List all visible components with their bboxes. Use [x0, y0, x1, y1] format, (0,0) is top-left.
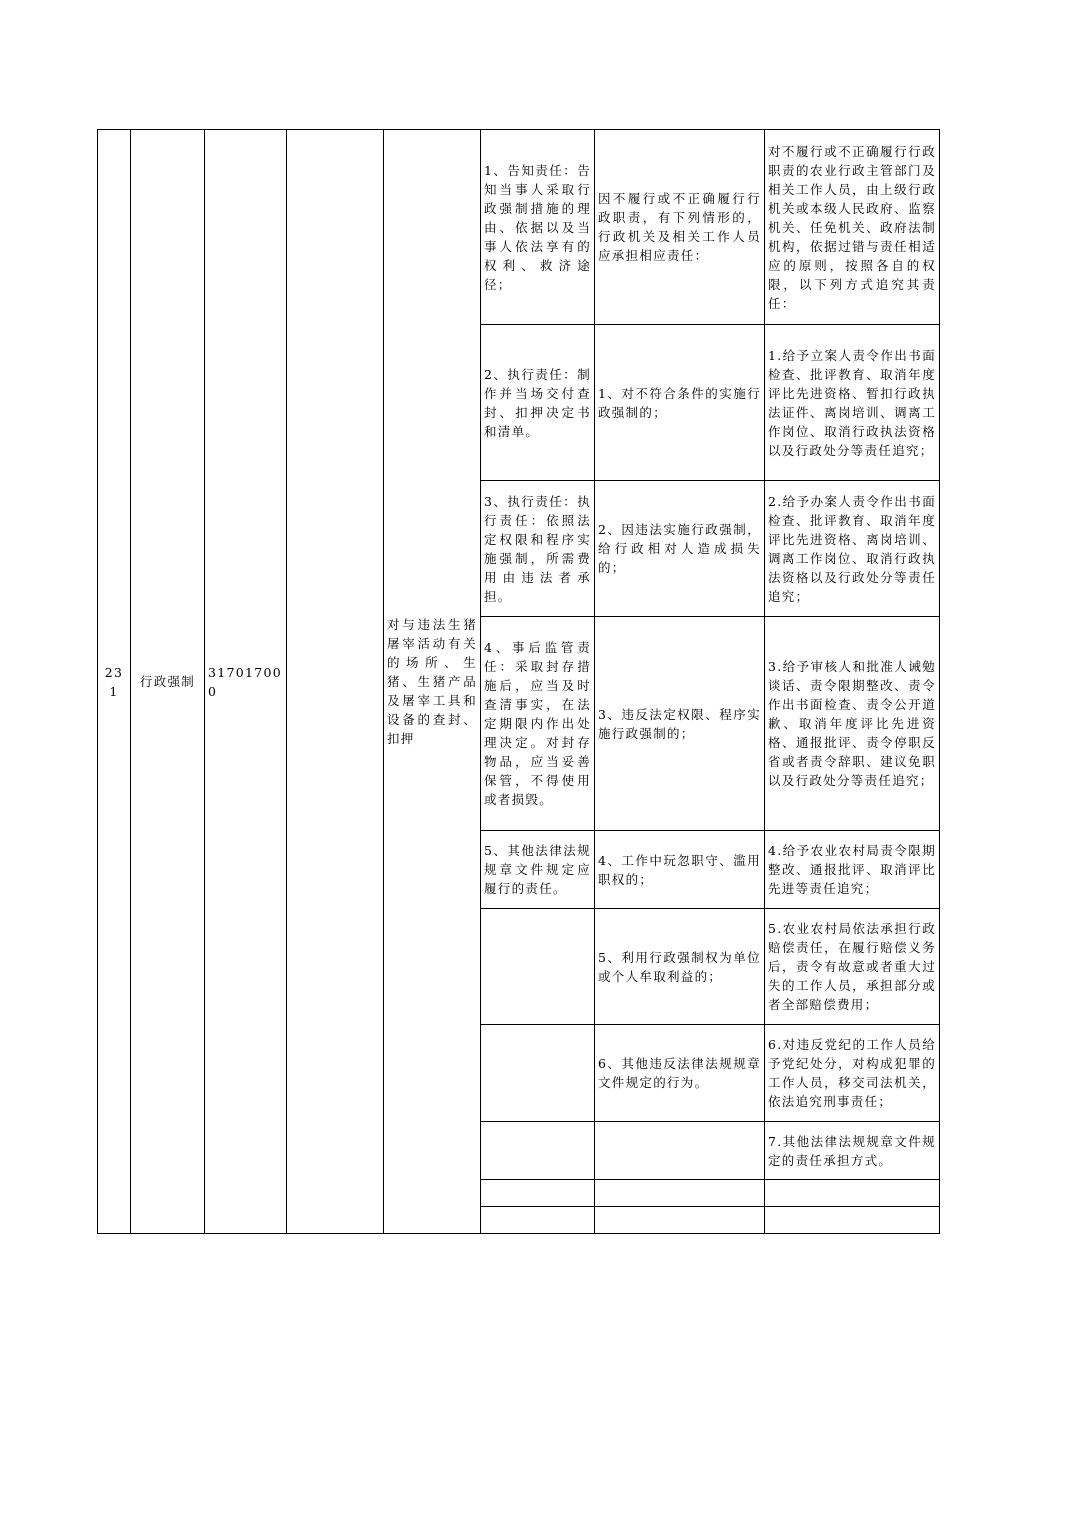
- category-cell: 行政强制: [131, 130, 205, 1234]
- duty-cell: [481, 1207, 595, 1234]
- duty-cell: [481, 1180, 595, 1207]
- situation-cell: 3、违反法定权限、程序实施行政强制的；: [595, 617, 765, 831]
- accountability-cell: 7.其他法律法规规章文件规定的责任承担方式。: [765, 1122, 940, 1180]
- situation-cell: 1、对不符合条件的实施行政强制的；: [595, 325, 765, 481]
- situation-cell: [595, 1122, 765, 1180]
- duty-cell: 1、告知责任：告知当事人采取行政强制措施的理由、依据以及当事人依法享有的权利、救济途径；: [481, 130, 595, 325]
- item-name-cell: 对与违法生猪屠宰活动有关的场所、生猪、生猪产品及屠宰工具和设备的查封、扣押: [384, 130, 481, 1234]
- accountability-cell: 1.给予立案人责令作出书面检查、批评教育、取消年度评比先进资格、暂扣行政执法证件、离岗培训、调离工作岗位、取消行政执法资格以及行政处分等责任追究；: [765, 325, 940, 481]
- situation-cell: 5、利用行政强制权为单位或个人牟取利益的；: [595, 909, 765, 1025]
- table-row: [98, 130, 940, 325]
- accountability-cell: 4.给予农业农村局责令限期整改、通报批评、取消评比先进等责任追究；: [765, 831, 940, 909]
- accountability-cell: 3.给予审核人和批准人诫勉谈话、责令限期整改、责令作出书面检查、责令公开道歉、取消年度评比先进资格、通报批评、责令停职反省或者责令辞职、建议免职以及行政处分等责任追究；: [765, 617, 940, 831]
- situation-cell: 2、因违法实施行政强制，给行政相对人造成损失的；: [595, 481, 765, 617]
- accountability-cell: 对不履行或不正确履行行政职责的农业行政主管部门及相关工作人员，由上级行政机关或本级人民政府、监察机关、任免机关、政府法制机构，依据过错与责任相适应的原则，按照各自的权限，以下列方式追究其责任：: [765, 130, 940, 325]
- duty-cell: [481, 1122, 595, 1180]
- code-cell: 317017000: [205, 130, 287, 1234]
- situation-cell: 6、其他违反法律法规规章文件规定的行为。: [595, 1025, 765, 1122]
- situation-cell: 因不履行或不正确履行行政职责，有下列情形的，行政机关及相关工作人员应承担相应责任：: [595, 130, 765, 325]
- accountability-cell: 2.给予办案人责令作出书面检查、批评教育、取消年度评比先进资格、离岗培训、调离工作岗位、取消行政执法资格以及行政处分等责任追究；: [765, 481, 940, 617]
- accountability-cell: 6.对违反党纪的工作人员给予党纪处分，对构成犯罪的工作人员，移交司法机关，依法追究刑事责任；: [765, 1025, 940, 1122]
- duty-cell: 4、事后监管责任：采取封存措施后，应当及时查清事实，在法定期限内作出处理决定。对封存物品，应当妥善保管，不得使用或者损毁。: [481, 617, 595, 831]
- duty-cell: 5、其他法律法规规章文件规定应履行的责任。: [481, 831, 595, 909]
- accountability-cell: 5.农业农村局依法承担行政赔偿责任，在履行赔偿义务后，责令有故意或者重大过失的工作人员，承担部分或者全部赔偿费用；: [765, 909, 940, 1025]
- situation-cell: [595, 1207, 765, 1234]
- sub-item-cell: [287, 130, 384, 1234]
- accountability-cell: [765, 1180, 940, 1207]
- duty-cell: [481, 909, 595, 1025]
- situation-cell: 4、工作中玩忽职守、滥用职权的；: [595, 831, 765, 909]
- duty-cell: [481, 1025, 595, 1122]
- responsibility-table: [97, 129, 940, 1234]
- situation-cell: [595, 1180, 765, 1207]
- duty-cell: 2、执行责任：制作并当场交付查封、扣押决定书和清单。: [481, 325, 595, 481]
- seq-cell: 231: [98, 130, 131, 1234]
- accountability-cell: [765, 1207, 940, 1234]
- duty-cell: 3、执行责任：执行责任：依照法定权限和程序实施强制，所需费用由违法者承担。: [481, 481, 595, 617]
